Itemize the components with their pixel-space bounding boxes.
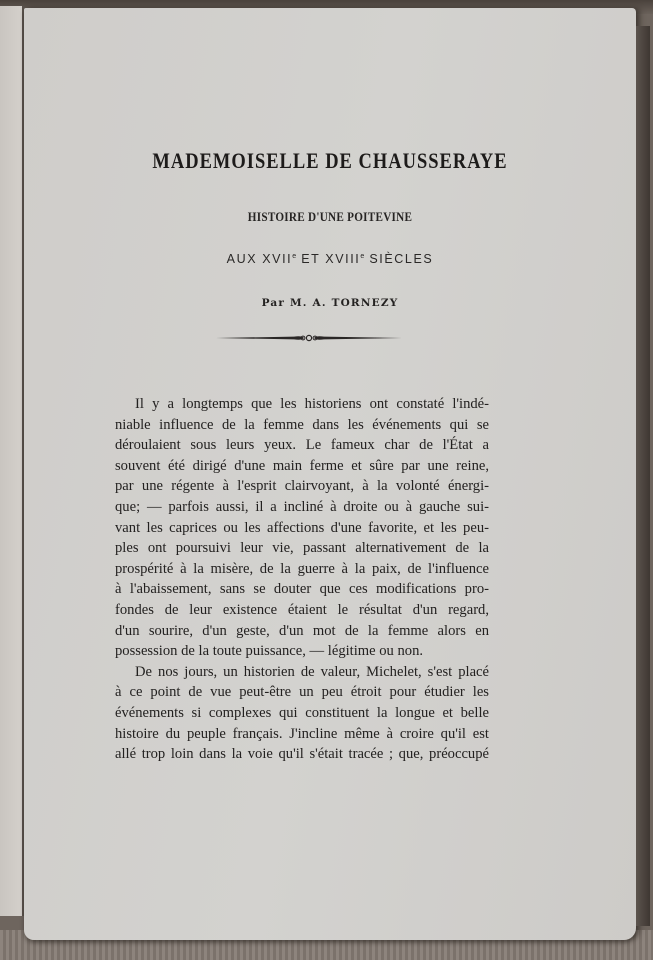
paragraph-1 — [115, 394, 489, 662]
text-line: Il y a longtemps que les historiens ont constaté l'indé- — [135, 396, 489, 412]
text-line: ples ont poursuivi leur vie, passant alternativement de la — [115, 540, 489, 557]
text-line: prospérité à la misère, de la guerre à la paix, de l'influence — [115, 560, 489, 577]
text-line: niable influence de la femme dans les événements qui se — [115, 416, 489, 433]
centuries-prefix: AUX XVII — [226, 252, 293, 266]
text-line: que; — parfois aussi, il a incliné à droite ou à gauche sui- — [115, 498, 489, 515]
text-line: souvent été dirigé d'une main ferme et sûre par une reine, — [115, 457, 489, 474]
centuries-middle: ET XVIII — [296, 252, 361, 266]
text-line: à ce point de vue peut-être un peu étroit pour étudier les — [115, 684, 489, 701]
author-byline: Par M. A. TORNEZY — [261, 297, 399, 309]
text-line: fondes de leur existence étaient le résultat d'un regard, — [115, 601, 489, 618]
page-shadow-edge — [636, 26, 650, 926]
paragraph-2 — [115, 662, 489, 765]
text-line: possession de la toute puissance, — légitime ou non. — [115, 643, 424, 660]
text-line: allé trop loin dans la voie qu'il s'était tracée ; que, préoccupé — [115, 746, 489, 763]
text-line: histoire du peuple français. J'incline même à croire qu'il est — [115, 725, 489, 742]
centuries-heading — [24, 252, 636, 266]
centuries-suffix: SIÈCLES — [364, 252, 434, 266]
document-page — [24, 8, 636, 940]
document-subtitle: HISTOIRE D'UNE POITEVINE — [247, 209, 413, 224]
left-facing-page-edge — [0, 6, 24, 916]
ornament-rule-icon — [214, 332, 404, 344]
superscript-e: e — [292, 253, 297, 260]
text-line: De nos jours, un historien de valeur, Michelet, s'est placé — [135, 663, 489, 680]
text-line: déroulaient sous leurs yeux. Le fameux char de l'État a — [115, 437, 489, 454]
text-line: d'un sourire, d'un geste, d'un mot de la femme alors en — [115, 622, 489, 639]
text-line: à l'abaissement, sans se douter que ces modifications pro- — [115, 581, 489, 598]
superscript-e: e — [360, 253, 365, 260]
text-line: par une régente à l'esprit clairvoyant, à la volonté énergi- — [115, 478, 489, 495]
document-title: MADEMOISELLE DE CHAUSSERAYE — [152, 148, 508, 173]
text-line: événements si complexes qui constituent la longue et belle — [115, 704, 489, 721]
text-line: vant les caprices ou les affections d'une favorite, et les peu- — [115, 519, 489, 536]
body-text — [115, 394, 489, 765]
